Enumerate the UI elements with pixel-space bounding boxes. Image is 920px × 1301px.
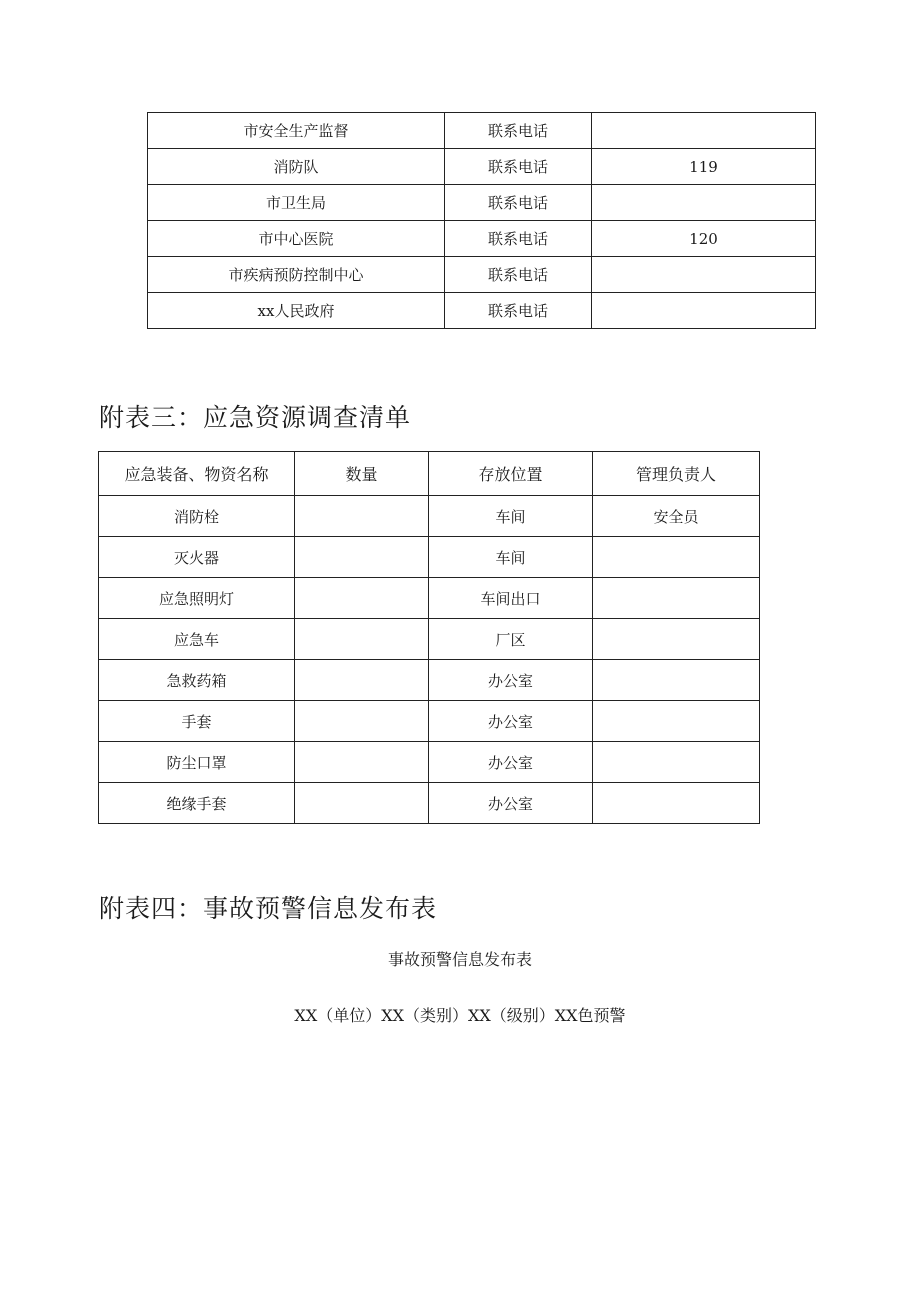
item-location: 车间	[429, 537, 593, 578]
item-manager	[593, 578, 760, 619]
item-manager	[593, 701, 760, 742]
item-location: 办公室	[429, 742, 593, 783]
phone-label: 联系电话	[445, 149, 592, 185]
table-row	[99, 701, 760, 742]
appendix4-heading: 附表四：事故预警信息发布表	[99, 894, 438, 923]
item-name: 应急照明灯	[99, 578, 295, 619]
table-row	[148, 149, 816, 185]
item-name: 应急车	[99, 619, 295, 660]
table-row	[99, 578, 760, 619]
item-quantity	[295, 783, 429, 824]
contacts-table	[147, 112, 816, 329]
warning-table-title: 事故预警信息发布表	[387, 950, 532, 969]
org-name: 市疾病预防控制中心	[148, 257, 445, 293]
table-row	[148, 293, 816, 329]
phone-label: 联系电话	[445, 293, 592, 329]
resources-table	[98, 451, 760, 824]
item-name: 灭火器	[99, 537, 295, 578]
table-row	[148, 221, 816, 257]
item-location: 办公室	[429, 701, 593, 742]
item-name: 消防栓	[99, 496, 295, 537]
org-name: 市卫生局	[148, 185, 445, 221]
table-row	[148, 113, 816, 149]
item-manager	[593, 742, 760, 783]
item-location: 办公室	[429, 660, 593, 701]
table-row	[99, 537, 760, 578]
item-quantity	[295, 660, 429, 701]
item-manager: 安全员	[593, 496, 760, 537]
table-row	[99, 660, 760, 701]
item-name: 急救药箱	[99, 660, 295, 701]
item-location: 车间	[429, 496, 593, 537]
table-row	[99, 619, 760, 660]
item-quantity	[295, 619, 429, 660]
item-location: 办公室	[429, 783, 593, 824]
header-location: 存放位置	[429, 452, 593, 496]
phone-number	[592, 293, 816, 329]
item-quantity	[295, 578, 429, 619]
phone-number: 120	[592, 221, 816, 257]
header-manager: 管理负责人	[593, 452, 760, 496]
org-name: 消防队	[148, 149, 445, 185]
phone-number	[592, 113, 816, 149]
appendix3-heading: 附表三：应急资源调查清单	[99, 403, 412, 432]
item-location: 厂区	[429, 619, 593, 660]
item-quantity	[295, 701, 429, 742]
phone-label: 联系电话	[445, 113, 592, 149]
item-manager	[593, 783, 760, 824]
phone-label: 联系电话	[445, 257, 592, 293]
table-header-row	[99, 452, 760, 496]
item-quantity	[295, 537, 429, 578]
table-row	[148, 257, 816, 293]
item-quantity	[295, 742, 429, 783]
item-location: 车间出口	[429, 578, 593, 619]
item-manager	[593, 660, 760, 701]
phone-number	[592, 185, 816, 221]
item-name: 手套	[99, 701, 295, 742]
item-quantity	[295, 496, 429, 537]
org-name: xx人民政府	[148, 293, 445, 329]
warning-line: XX（单位）XX（类别）XX（级别）XX色预警	[294, 1006, 626, 1025]
phone-number: 119	[592, 149, 816, 185]
org-name: 市安全生产监督	[148, 113, 445, 149]
phone-label: 联系电话	[445, 185, 592, 221]
item-name: 防尘口罩	[99, 742, 295, 783]
phone-number	[592, 257, 816, 293]
org-name: 市中心医院	[148, 221, 445, 257]
item-manager	[593, 619, 760, 660]
table-row	[99, 783, 760, 824]
table-row	[99, 496, 760, 537]
table-row	[99, 742, 760, 783]
item-manager	[593, 537, 760, 578]
phone-label: 联系电话	[445, 221, 592, 257]
header-name: 应急装备、物资名称	[99, 452, 295, 496]
table-row	[148, 185, 816, 221]
header-quantity: 数量	[295, 452, 429, 496]
item-name: 绝缘手套	[99, 783, 295, 824]
